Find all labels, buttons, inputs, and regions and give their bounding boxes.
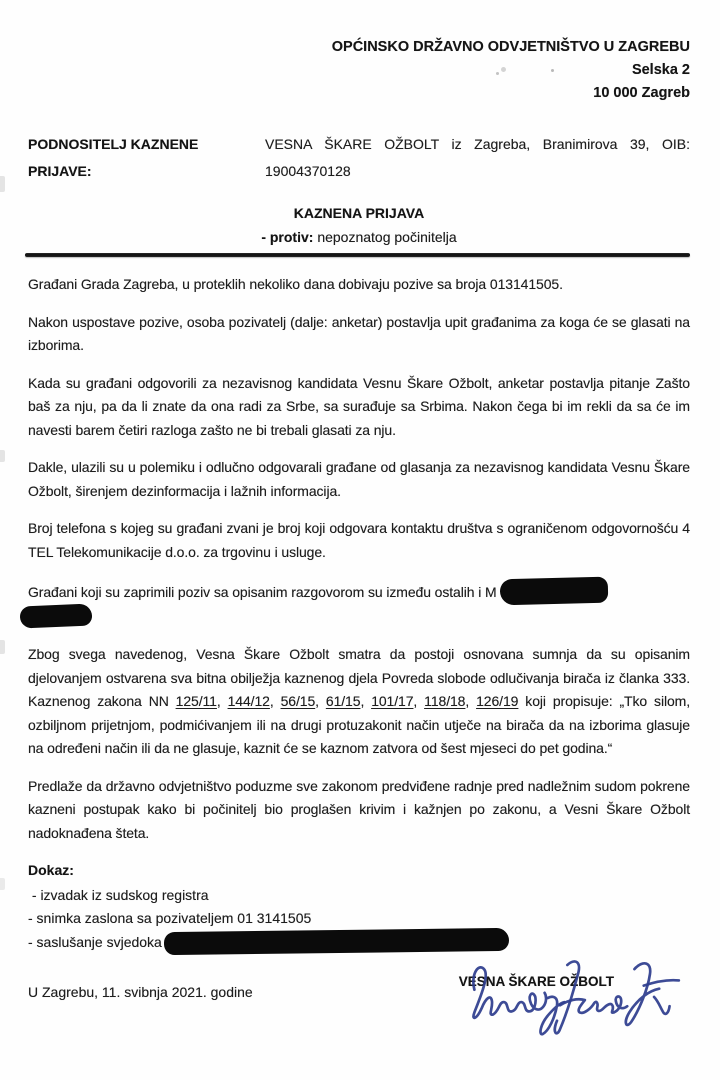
scan-artifact — [0, 878, 5, 890]
title-rule — [25, 253, 690, 257]
document-body — [28, 273, 690, 845]
paragraph-legal-basis — [28, 643, 690, 761]
submitter-name-line: VESNA ŠKARE OŽBOLT iz Zagreba, Branimirova 39, OIB: — [265, 136, 690, 152]
signature-scribble — [462, 956, 684, 1040]
redaction-bar-1 — [499, 577, 608, 606]
date-line: U Zagrebu, 11. svibnja 2021. godine — [28, 984, 253, 1000]
law-text-before: Zbog svega navedenog, Vesna Škare Ožbolt smatra da postoji osnovana sumnja da su opisanim djelovanjem ostvarena sva bitna obilježja kaznenog djela Povreda slobode odlučivanja birača iz članka 333. Kaznenog zakona NN — [28, 646, 690, 709]
scan-artifact — [0, 176, 5, 192]
submitter-row — [28, 131, 690, 185]
protiv-value: nepoznatog počinitelja — [317, 229, 457, 245]
law-text-after: koji propisuje: „Tko silom, ozbiljnom prijetnjom, podmićivanjem ili na drugi protuzakonit način utječe na birača da na izborima glasuje na određeni način ili da ne glasuje, kaznit će se kaznom zatvora od šest mjeseci do pet godina.“ — [28, 693, 690, 756]
redacted-paragraph-text: Građani koji su zaprimili poziv sa opisanim razgovorom su između ostalih i M — [28, 584, 497, 600]
signatory-name: VESNA ŠKARE OŽBOLT — [458, 974, 614, 989]
paragraph-phone-number: Broj telefona s kojeg su građani zvani je broj koji odgovara kontaktu društva s ograničenom odgovornošću 4 TEL Telekomunikacije d.o.o. za trgovinu i usluge. — [28, 520, 690, 560]
evidence-item-witness: - saslušanje svjedoka — [28, 930, 690, 954]
submitter-oib-line: 19004370128 — [265, 163, 351, 179]
paragraph-polemic: Dakle, ulazili su u polemiku i odlučno odgovarali građane od glasanja za nezavisnog kandidata Vesnu Škare Ožbolt, širenjem dezinformacija i lažnih informacija. — [28, 459, 690, 499]
doc-subtitle — [28, 225, 690, 249]
doc-title: KAZNENA PRIJAVA — [293, 205, 425, 221]
evidence-heading: Dokaz: — [28, 862, 74, 878]
evidence-item-screenshot: - snimka zaslona sa pozivateljem 01 3141505 — [28, 910, 312, 926]
redaction-bar-2 — [20, 603, 93, 628]
paragraph-closing-request: Predlaže da državno odvjetništvo poduzme sve zakonom predviđene radnje pred nadležnim sudom pokrene kazneni postupak kako bi počinitelj bio proglašen krivim i kažnjen po zakonu, a Vesni Škare Ožbolt nadoknađena šteta. — [28, 777, 690, 841]
redaction-bar-3 — [164, 928, 509, 955]
scan-smudge — [551, 69, 554, 72]
paragraph-redacted-witnesses — [28, 578, 690, 629]
footer — [28, 960, 690, 1072]
scan-artifact — [0, 450, 5, 462]
evidence-item-registry: - izvadak iz sudskog registra — [28, 887, 209, 903]
title-block — [28, 201, 690, 249]
paragraph-calls: Građani Grada Zagreba, u proteklih nekoliko dana dobivaju pozive sa broja 013141505. — [28, 276, 563, 292]
paragraph-survey: Nakon uspostave pozive, osoba pozivatelj (dalje: anketar) postavlja upit građanima za koga će se glasati na izborima. — [28, 313, 690, 353]
letterhead — [28, 36, 690, 105]
law-refs: 125/11, 144/12, 56/15, 61/15, 101/17, 118/18, 126/19 — [175, 693, 519, 709]
scan-artifact — [0, 640, 5, 654]
office-name: OPĆINSKO DRŽAVNO ODVJETNIŠTVO U ZAGREBU — [331, 39, 690, 55]
submitter-value — [265, 131, 690, 185]
evidence-section — [28, 859, 690, 954]
paragraph-accusation: Kada su građani odgovorili za nezavisnog kandidata Vesnu Škare Ožbolt, anketar postavlja pitanje Zašto baš za nju, pa da li znate da ona radi za Srbe, sa surađuje sa Srbima. Nakon čega bi im rekli da sa će im navesti barem četiri razloga zašto ne bi trebali glasati za nju. — [28, 374, 690, 438]
office-city: 10 000 Zagreb — [593, 85, 690, 101]
submitter-label: PODNOSITELJ KAZNENE PRIJAVE: — [28, 136, 199, 179]
office-street: Selska 2 — [631, 62, 690, 78]
protiv-label: - protiv: — [261, 229, 314, 245]
